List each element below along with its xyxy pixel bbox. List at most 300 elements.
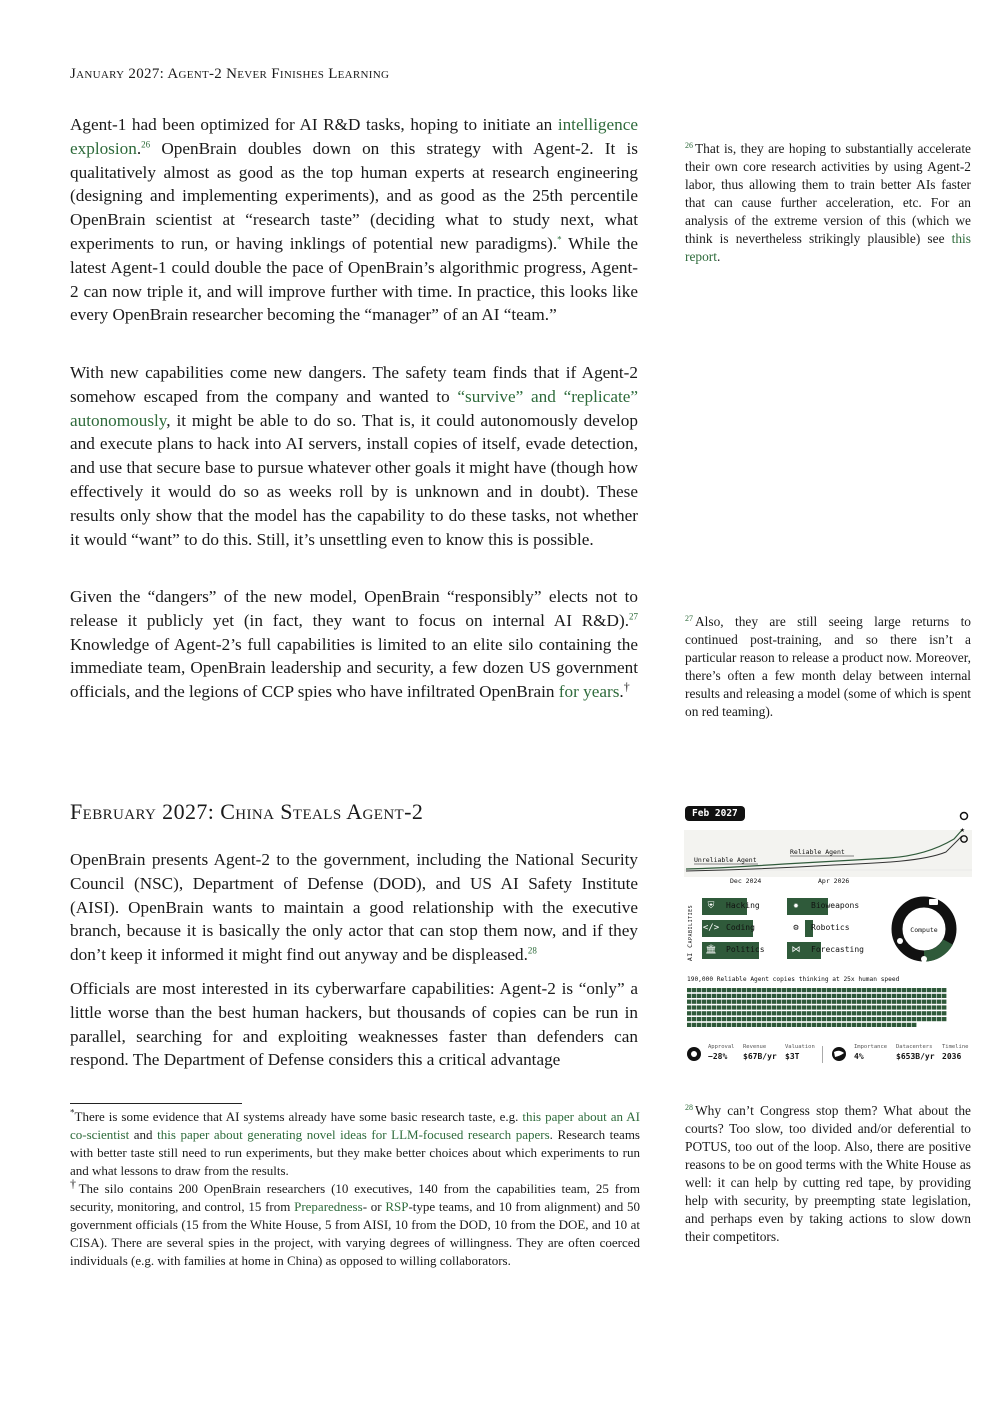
para1-text-1: Agent-1 had been optimized for AI R&D tasks, hoping to initiate an [70,115,558,134]
paragraph-1: Agent-1 had been optimized for AI R&D tasks, hoping to initiate an intelligence explosion.$^{26}$ OpenBrain doubles down on this strategy with Agent-2. It is qualitatively almost as good as the top human experts at research engineering (designing and implementing experiments), and as good as the 25th percentile OpenBrain scientist at “research taste” (deciding what to study next, what experiments to run, or having inklings of potential new paradigms).* While the latest Agent-1 could double the pace of OpenBrain’s algorithmic progress, Agent-2 can now triple it, and will improve further with time. In practice, this looks like every OpenBrain researcher becoming the “manager” of an AI “team.” [70,115,638,325]
agent-copy-cell [832,1000,836,1004]
agent-copy-cell [722,1005,726,1009]
agent-copy-cell [927,988,931,992]
agent-copy-cell [852,1005,856,1009]
agent-copy-cell [942,1005,946,1009]
agent-copy-cell [727,1011,731,1015]
agent-copy-cell [767,994,771,998]
compute-label: Compute [910,926,938,934]
agent-copy-cell [932,1000,936,1004]
agent-copy-cell [687,1011,691,1015]
agent-copy-cell [877,988,881,992]
agent-copy-cell [872,988,876,992]
agent-copy-cell [872,1023,876,1027]
agent-copy-cell [907,1000,911,1004]
agent-copy-cell [762,1017,766,1021]
agent-copy-cell [737,1000,741,1004]
footnote-star-text-1: There is some evidence that AI systems already have some basic research taste, e.g. [74,1109,523,1124]
agent-copy-cell [832,1005,836,1009]
importance-value: 4% [854,1052,864,1061]
agent-copy-cell [932,994,936,998]
agent-copy-cell [702,1011,706,1015]
capabilities-axis-title: AI Capabilities [686,904,695,962]
agent-copy-cell [822,1011,826,1015]
agent-copy-cell [882,1011,886,1015]
stats-divider [822,1046,823,1063]
agent-copy-cell [912,1000,916,1004]
agent-copy-cell [702,994,706,998]
agent-copy-cell [742,1000,746,1004]
agent-copy-cell [877,994,881,998]
agent-copy-cell [697,994,701,998]
agent-copy-cell [732,994,736,998]
sidenote-28-text: Why can’t Congress stop them? What about the courts? Too slow, too divided and/or deferential to POTUS, too out of the loop. Also, there are positive reasons to be on good terms with the White House as well: it can help by cutting red tape, by providing help with security, by preempting state legislation, and perhaps even by taking actions to slow down their competitors. [685,1103,971,1244]
agent-copy-cell [897,994,901,998]
agent-copy-cell [912,1017,916,1021]
ai-co-scientist-link[interactable]: this paper about an AI co-scientist [70,1109,640,1142]
agent-copy-cell [892,994,896,998]
valuation-value: $3T [785,1052,800,1061]
agent-copy-cell [847,988,851,992]
agent-copy-cell [912,988,916,992]
agent-copy-cell [772,1000,776,1004]
agent-copy-cell [707,1005,711,1009]
agent-copy-cell [787,994,791,998]
agent-copy-cell [927,994,931,998]
agent-copy-cell [752,1017,756,1021]
agent-copy-cell [907,1023,911,1027]
agent-copy-cell [832,1023,836,1027]
capability-hacking-label: Hacking [726,901,760,910]
agent-copy-cell [762,994,766,998]
agent-copy-cell [857,1011,861,1015]
agent-copy-cell [867,994,871,998]
agent-copy-cell [842,1000,846,1004]
agent-copy-cell [907,1017,911,1021]
agent-copy-cell [802,1011,806,1015]
agent-copy-cell [692,994,696,998]
agent-copy-cell [792,994,796,998]
running-head: January 2027: Agent-2 Never Finishes Learning [70,66,390,82]
agent-copy-cell [707,1017,711,1021]
this-report-link[interactable]: this report [685,231,971,264]
agent-copy-cell [847,1017,851,1021]
date-tick-apr-2026: Apr 2026 [818,877,850,885]
agent-copy-cell [897,1005,901,1009]
agent-copy-cell [867,1011,871,1015]
sidenote-28 [685,1102,971,1246]
agent-copy-cell [692,1000,696,1004]
agent-copy-cell [942,994,946,998]
agent-copy-cell [872,1000,876,1004]
agent-copy-cell [802,988,806,992]
para4-text-1: OpenBrain presents Agent-2 to the government, including the National Security Council (NSC), Department of Defense (DOD), and US AI Safety Institute (AISI). OpenBrain wants to maintain a good relationship with the executive branch, because it is basically the only actor that can stop them now, and if they don’t keep it informed it might find out anyway and be displeased. [70,850,638,965]
agent-copy-cell [802,1023,806,1027]
agent-copy-cell [887,1005,891,1009]
agent-copy-cell [807,1023,811,1027]
agent-copy-cell [922,1005,926,1009]
agent-copy-cell [877,1005,881,1009]
agent-copy-cell [917,1011,921,1015]
agent-copy-cell [787,1005,791,1009]
agent-copy-cell [937,994,941,998]
agent-copy-cell [727,994,731,998]
agent-copy-cell [907,1005,911,1009]
agent-copy-cell [812,988,816,992]
agent-copy-cell [922,994,926,998]
agent-copy-cell [722,988,726,992]
agent-copy-cell [727,1000,731,1004]
agent-copy-cell [907,988,911,992]
agent-copy-cell [787,1017,791,1021]
intelligence-explosion-link[interactable]: intelligence explosion [70,115,638,158]
footnote-dagger-text-1: The silo contains 200 OpenBrain researchers (10 executives, 140 from the capabilities team, 25 from security, monitoring, and control, 15 from [70,1181,640,1214]
agent-copy-cell [747,1017,751,1021]
agent-copy-cell [837,1023,841,1027]
agent-copy-cell [802,1017,806,1021]
agent-copy-cell [937,1000,941,1004]
agent-copy-cell [722,1000,726,1004]
stats-bar [684,1042,972,1068]
agent-copy-cell [877,1017,881,1021]
agent-copy-cell [762,1000,766,1004]
agent-copy-cell [827,1017,831,1021]
agent-copy-cell [702,1005,706,1009]
sidenote-27 [685,613,971,721]
agent-copy-cell [917,1000,921,1004]
agent-copy-cell [907,1011,911,1015]
agent-copy-cell [847,994,851,998]
globe-icon [831,1046,847,1062]
capability-curve-chart [684,802,972,877]
approval-label: Approval [708,1044,735,1050]
valuation-label: Valuation [785,1044,815,1050]
agent-copy-cell [692,1011,696,1015]
footnote-star-text-2: and [129,1127,158,1142]
agent-copy-cell [862,1000,866,1004]
agent-copy-cell [797,1005,801,1009]
footnote-ref-26[interactable]: 26 [141,139,151,150]
agent-copy-cell [882,988,886,992]
agent-copy-cell [817,1000,821,1004]
revenue-value: $67B/yr [743,1052,777,1061]
agent-copy-cell [942,1017,946,1021]
agent-copy-cell [877,1000,881,1004]
agent-copy-cell [737,1005,741,1009]
agent-copy-cell [922,988,926,992]
agent-copy-cell [797,1017,801,1021]
agent-copy-cell [717,1023,721,1027]
agent-copy-cell [767,1017,771,1021]
agent-copy-cell [902,1023,906,1027]
agent-copy-cell [762,1023,766,1027]
agent-copy-cell [852,994,856,998]
agent-copy-cell [712,988,716,992]
agent-copy-cell [737,994,741,998]
agent-copy-cell [717,1000,721,1004]
agent-copy-cell [747,1005,751,1009]
agent-copy-cell [937,1017,941,1021]
footnote-rule [70,1103,242,1104]
rsp-link[interactable]: RSP [385,1199,409,1214]
agent-copy-cell [822,1023,826,1027]
agent-copy-cell [862,1005,866,1009]
agent-copy-cell [742,994,746,998]
timeline-label: Timeline [942,1044,969,1050]
sidenote-26-number: 26 [685,140,693,150]
footnote-ref-star[interactable]: * [557,234,562,245]
footnote-dagger [70,1176,640,1270]
agent-copy-cell [917,1017,921,1021]
agent-copy-cell [782,1023,786,1027]
agent-copy-cell [737,1011,741,1015]
agent-copy-cell [787,988,791,992]
agent-copy-cell [917,994,921,998]
para1-text-2: OpenBrain doubles down on this strategy with Agent-2. It is qualitatively almost as good as the top human experts at research engineering (designing and implementing experiments), and as good as the 25th percentile OpenBrain scientist at “research taste” (deciding what to study next, what experiments to run, or having inklings of potential new paradigms). [70,138,638,253]
agent-copy-cell [882,1005,886,1009]
agent-copy-cell [847,1023,851,1027]
agent-copy-cell [742,1005,746,1009]
agent-copy-cell [847,1005,851,1009]
agent-copy-cell [937,1011,941,1015]
agent-copy-cell [867,1000,871,1004]
approval-value: −28% [708,1052,728,1061]
agent-copy-cell [757,1017,761,1021]
agent-copy-cell [927,1000,931,1004]
agent-copy-cell [837,1017,841,1021]
footnotes [70,1108,640,1270]
agent-copy-cell [837,994,841,998]
agent-copy-cell [902,988,906,992]
agent-copy-cell [797,994,801,998]
agent-copy-cell [697,1005,701,1009]
agent-copy-cell [842,1017,846,1021]
agent-copy-cell [897,988,901,992]
agent-copy-cell [727,1023,731,1027]
agent-copy-cell [812,994,816,998]
agent-copy-cell [782,994,786,998]
agent-copy-cell [722,1017,726,1021]
agent-copy-cell [752,1023,756,1027]
agent-copy-cell [917,988,921,992]
agent-copy-cell [862,988,866,992]
share-icon: ⋈ [787,942,805,959]
agent-copy-cell [797,1000,801,1004]
agent-copy-cell [857,988,861,992]
agent-copy-cell [712,1005,716,1009]
agent-copy-cell [687,1000,691,1004]
agent-copy-cell [767,1011,771,1015]
agent-copy-cell [837,1000,841,1004]
for-years-link[interactable]: for years [558,682,620,702]
footnote-ref-27[interactable]: 27 [629,611,638,622]
agent-copy-cell [692,1017,696,1021]
shield-icon: ⛨ [702,898,720,915]
agent-copy-cell [792,1011,796,1015]
agent-copy-cell [777,1023,781,1027]
agent-copy-cell [772,1017,776,1021]
agent-copy-cell [882,1000,886,1004]
agent-copy-cell [932,1005,936,1009]
agent-copy-cell [812,1023,816,1027]
para2-text-2: , it might be able to do so. That is, it could autonomously develop and execute plans to hack into AI servers, install copies of itself, evade detection, and use that secure base to pursue whatever other goals it might have (though how effectively it would do so as weeks roll by is unknown and in doubt). These results only show that the model has the capability to do these tasks, not whether it would “want” to do this. Still, it’s unsettling even to know this is possible. [70,410,638,549]
agent-copy-cell [777,988,781,992]
agent-copy-cell [797,1011,801,1015]
agent-copy-cell [922,1011,926,1015]
agent-copy-cell [842,994,846,998]
agent-copy-cell [747,1011,751,1015]
survive-replicate-link[interactable]: “survive” and “replicate” autonomously [70,386,638,430]
agent-copy-cell [767,1000,771,1004]
section-title: February 2027: China Steals Agent-2 [70,799,424,824]
agent-copies-grid [687,988,947,1032]
agent-copy-cell [777,1011,781,1015]
agent-copy-cell [732,1000,736,1004]
agent-copy-cell [887,988,891,992]
agent-copy-cell [732,1005,736,1009]
agent-copy-cell [827,1011,831,1015]
agent-copy-cell [687,1005,691,1009]
agent-copy-cell [702,1023,706,1027]
sidenote-26-text: That is, they are hoping to substantially accelerate their own core research activities by using Agent-2 labor, thus allowing them to train better AIs faster that can cause further acceleration, etc. For an analysis of the extreme version of this (which we think is nevertheless strikingly plausible) see [685,141,971,246]
agent-copy-cell [722,1023,726,1027]
agent-copy-cell [732,1017,736,1021]
agent-copy-cell [827,1005,831,1009]
agent-copy-cell [822,1017,826,1021]
agent-copy-cell [697,988,701,992]
agent-copy-cell [817,1011,821,1015]
agent-copy-cell [852,1000,856,1004]
robot-icon: ⚙ [787,920,805,937]
agent-copy-cell [707,1011,711,1015]
agent-copy-cell [857,994,861,998]
agent-copy-cell [867,1017,871,1021]
agent-copy-cell [912,994,916,998]
agent-copy-cell [787,1011,791,1015]
ai-status-graphic [684,802,972,1070]
capability-bioweapons-label: Bioweapons [811,901,860,910]
reliable-agent-label: Reliable Agent [790,848,845,856]
agent-copy-cell [767,1023,771,1027]
agent-copy-cell [927,1005,931,1009]
agent-copy-cell [867,1023,871,1027]
agent-copy-cell [912,1011,916,1015]
agent-copy-cell [822,1000,826,1004]
agent-copy-cell [932,988,936,992]
agent-copy-cell [712,1000,716,1004]
chip-icon [929,899,938,905]
agent-copy-cell [877,1023,881,1027]
agent-copy-cell [782,988,786,992]
agent-copy-cell [697,1023,701,1027]
agent-copy-cell [867,988,871,992]
agent-copy-cell [757,1005,761,1009]
novel-ideas-paper-link[interactable]: this paper about generating novel ideas for LLM-focused research papers [157,1127,550,1142]
agent-copy-cell [812,1011,816,1015]
agent-copy-cell [897,1017,901,1021]
agent-copy-cell [812,1000,816,1004]
agent-copy-cell [722,1011,726,1015]
capability-robotics-label: Robotics [811,923,850,932]
agent-copy-cell [767,988,771,992]
agent-copy-cell [887,1023,891,1027]
agent-copy-cell [887,994,891,998]
agent-copy-cell [832,1011,836,1015]
agent-copy-cell [717,1011,721,1015]
agent-copy-cell [732,988,736,992]
agent-copy-cell [777,1005,781,1009]
compute-donut [888,893,960,965]
agent-copy-cell [707,1023,711,1027]
agent-copy-cell [837,1005,841,1009]
agent-copy-cell [782,1005,786,1009]
capability-forecasting-label: Forecasting [811,945,864,954]
agent-copy-cell [807,1005,811,1009]
paragraph-2 [70,361,638,551]
footnote-ref-28[interactable]: 28 [527,945,537,956]
paragraph-3 [70,585,638,704]
agent-copy-cell [887,1011,891,1015]
agent-copy-cell [782,1017,786,1021]
agent-copy-cell [802,1005,806,1009]
agent-copy-cell [802,1000,806,1004]
agent-copy-cell [757,1023,761,1027]
agent-copy-cell [702,1017,706,1021]
agent-copy-cell [847,1011,851,1015]
footnote-star [70,1108,640,1180]
agent-copy-cell [757,988,761,992]
preparedness-link[interactable]: Preparedness [294,1199,363,1214]
agent-copy-cell [912,1005,916,1009]
agent-copy-cell [807,994,811,998]
agent-copy-cell [737,1017,741,1021]
agent-copy-cell [872,1017,876,1021]
plus-icon [921,956,927,962]
agent-copy-cell [742,988,746,992]
agent-copy-cell [712,1017,716,1021]
agent-copy-cell [767,1005,771,1009]
timeline-value: 2036 [942,1052,962,1061]
agent-copy-cell [932,1011,936,1015]
footnote-ref-dagger[interactable]: † [623,679,630,694]
agent-copy-cell [837,1011,841,1015]
para3-text-1: Given the “dangers” of the new model, OpenBrain “responsibly” elects not to release it publicly yet (in fact, they want to focus on internal AI R&D). [70,587,638,630]
capability-coding [702,920,798,937]
agent-copy-cell [852,988,856,992]
agent-copy-cell [757,994,761,998]
agent-copy-cell [707,994,711,998]
agent-copy-cell [942,1000,946,1004]
agent-copy-cell [687,994,691,998]
para3-text-2: Knowledge of Agent-2’s full capabilities is limited to an elite silo containing the immediate team, OpenBrain leadership and security, a few dozen US government officials, and the legions of CCP spies who have infiltrated OpenBrain [70,634,638,702]
agent-copy-cell [862,994,866,998]
openai-icon [961,813,968,820]
agent-copy-cell [937,988,941,992]
agent-copy-cell [792,988,796,992]
datacenters-label: Datacenters [896,1044,933,1050]
agent-copy-cell [872,994,876,998]
agent-copy-cell [902,1000,906,1004]
agent-copy-cell [747,994,751,998]
capability-politics [702,942,798,959]
agent-copy-cell [822,994,826,998]
agent-copy-cell [762,1011,766,1015]
agent-copy-cell [722,994,726,998]
agent-copy-cell [892,1017,896,1021]
agent-copy-cell [747,1000,751,1004]
agent-copy-cell [752,994,756,998]
agent-copy-cell [697,1011,701,1015]
